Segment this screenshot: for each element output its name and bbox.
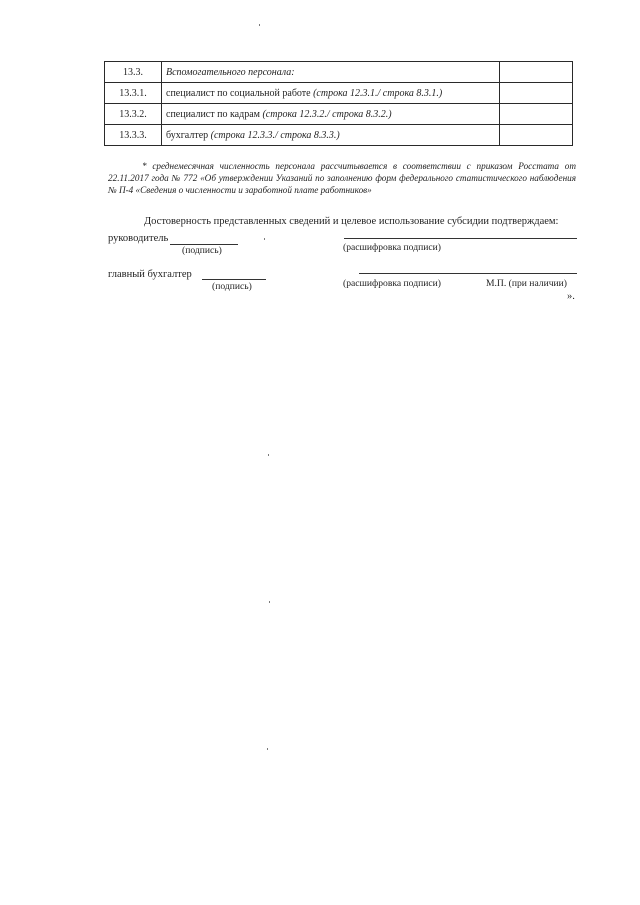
accountant-decode-caption: (расшифровка подписи) <box>343 278 441 289</box>
row-label: специалист по кадрам <box>166 108 260 120</box>
accountant-decode-line <box>359 273 577 274</box>
accountant-sign-caption: (подпись) <box>212 281 252 292</box>
scan-speck <box>267 748 268 750</box>
row-value-cell <box>500 125 573 146</box>
row-value-cell <box>500 83 573 104</box>
row-formula: (строка 12.3.1./ строка 8.3.1.) <box>313 87 443 99</box>
row-label: бухгалтер <box>166 129 209 141</box>
table-row <box>105 104 573 125</box>
footnote: * среднемесячная численность персонала рассчитывается в соответствии с приказом Росстата от 22.11.2017 года № 772 «Об утверждении Указаний по заполнению форм федерального статистического наблюдения № П-4 «Сведения о численности и заработной плате работников» <box>108 161 576 195</box>
row-formula: (строка 12.3.2./ строка 8.3.2.) <box>262 108 392 120</box>
row-label-cell <box>162 125 500 146</box>
row-number: 13.3.3. <box>105 125 162 146</box>
scan-speck <box>269 601 270 603</box>
row-label: Вспомогательного персонала: <box>162 62 500 83</box>
confirmation-statement: Достоверность представленных сведений и целевое использование субсидии подтверждаем: <box>144 216 559 227</box>
head-sign-caption: (подпись) <box>182 245 222 256</box>
row-number: 13.3.2. <box>105 104 162 125</box>
row-label-cell <box>162 104 500 125</box>
table-row <box>105 62 573 83</box>
accountant-signature-line <box>202 279 266 280</box>
table-row <box>105 125 573 146</box>
row-label-cell <box>162 83 500 104</box>
row-formula: (строка 12.3.3./ строка 8.3.3.) <box>210 129 340 141</box>
row-label: специалист по социальной работе <box>166 87 311 99</box>
scan-speck <box>268 454 269 456</box>
head-label: руководитель <box>108 233 169 244</box>
scan-speck <box>259 24 260 26</box>
stamp-caption: М.П. (при наличии) <box>486 278 567 289</box>
row-value-cell <box>500 62 573 83</box>
table-row <box>105 83 573 104</box>
row-number: 13.3.1. <box>105 83 162 104</box>
staff-table <box>104 61 573 146</box>
scan-speck <box>264 238 265 240</box>
row-value-cell <box>500 104 573 125</box>
accountant-label: главный бухгалтер <box>108 269 192 280</box>
row-number: 13.3. <box>105 62 162 83</box>
closing-quote: ». <box>567 291 575 302</box>
head-decode-line <box>344 238 577 239</box>
head-decode-caption: (расшифровка подписи) <box>343 242 441 253</box>
